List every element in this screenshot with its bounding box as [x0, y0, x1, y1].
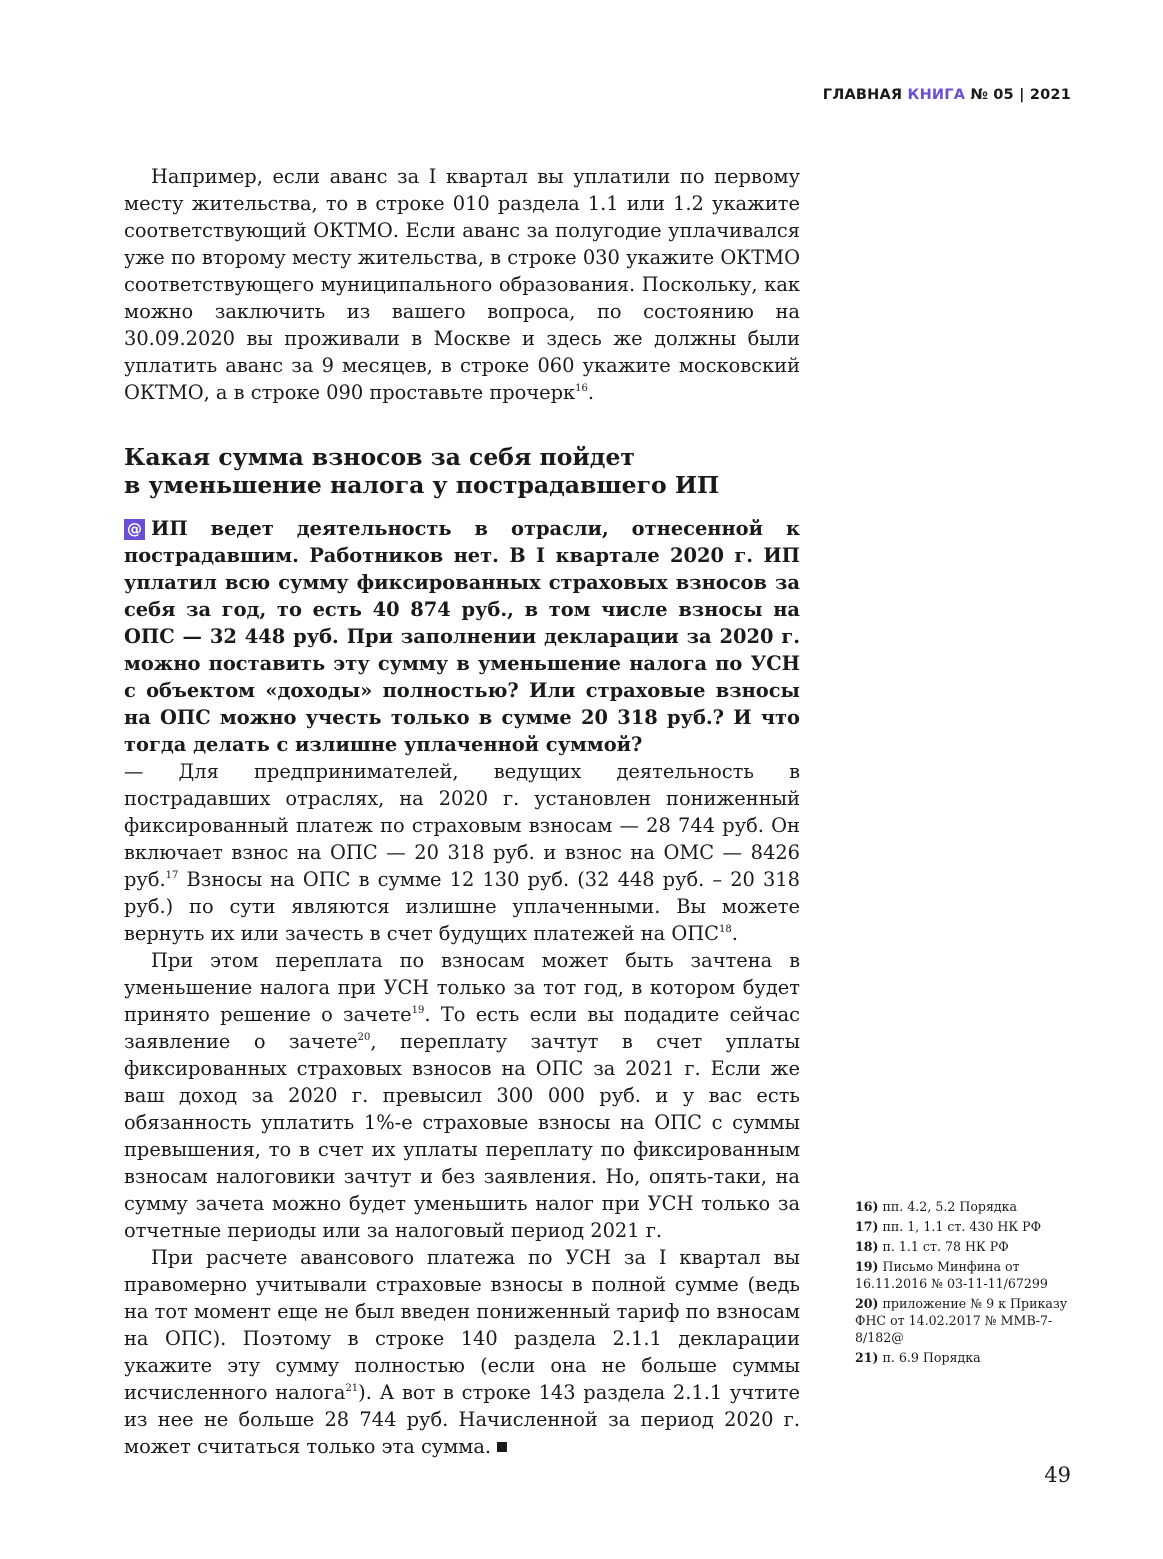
header-title-main: ГЛАВНАЯ: [822, 87, 903, 103]
page-number: 49: [1044, 1463, 1071, 1487]
header-issue: № 05 | 2021: [970, 87, 1071, 103]
qa-block: [124, 515, 800, 1460]
answer-paragraph: — Для предпринимателей, ведущих деятельность в пострадавших отраслях, на 2020 г. установлен пониженный фиксированный платеж по страховым взносам — 28 744 руб. Он включает взнос на ОПС — 20 318 руб. и взнос на ОМС — 8426 руб.$^{17}$ Взносы на ОПС в сумме 12 130 руб. (32 448 руб. – 20 318 руб.) по сути являются излишне уплаченными. Вы можете вернуть их или зачесть в счет будущих платежей на ОПС$^{18}$.: [124, 760, 800, 945]
footnote-ref: 21: [345, 1383, 359, 1394]
footnote-ref: 20: [357, 1032, 371, 1043]
answer-paragraph-2: При этом переплата по взносам может быть зачтена в уменьшение налога при УСН только за тот год, в котором будет принято решение о зачете$^{19}$. То есть если вы подадите сейчас заявление о зачете$^{20}$, переплату зачтут в счет уплаты фиксированных страховых взносов на ОПС за 2021 г. Если же ваш доход за 2020 г. превысил 300 000 руб. и у вас есть обязанность уплатить 1%-е страховые взносы на ОПС с суммы превышения, то в счет их уплаты переплату по фиксированным взносам налоговики зачтут и без заявления. Но, опять-таки, на сумму зачета можно будет уменьшить налог при УСН только за отчетные периоды или за налоговый период 2021 г.: [124, 949, 800, 1242]
intro-paragraph: Например, если аванс за I квартал вы уплатили по первому месту жительства, то в строке 010 раздела 1.1 или 1.2 укажите соответствующий ОКТМО. Если аванс за полугодие уплачивался уже по второму месту жительства, в строке 030 укажите ОКТМО соответствующего муниципального образования. Поскольку, как можно заключить из вашего вопроса, по состоянию на 30.09.2020 вы проживали в Москве и здесь же должны были уплатить аванс за 9 месяцев, в строке 060 укажите московский ОКТМО, а в строке 090 проставьте прочерк$^{16}$.: [124, 165, 800, 404]
footnote-ref: 17: [165, 870, 179, 881]
section-heading: Какая сумма взносов за себя пойдет в уменьшение налога у пострадавшего ИП: [124, 443, 720, 499]
footnote-ref: 18: [718, 924, 732, 935]
footnote-item: 18) п. 1.1 ст. 78 НК РФ: [855, 1239, 1009, 1254]
answer-paragraph-3: При расчете авансового платежа по УСН за I квартал вы правомерно учитывали страховые взносы в полной сумме (ведь на тот момент еще не был введен пониженный тариф по взносам на ОПС). Поэтому в строке 140 раздела 2.1.1 декларации укажите эту сумму полностью (если она не больше суммы исчисленного налога$^{21}$). А вот в строке 143 раздела 2.1.1 учтите из нее не больше 28 744 руб. Начисленной за период 2020 г. может считаться только эта сумма.: [124, 1246, 800, 1458]
end-of-article-mark: [497, 1442, 507, 1452]
footnote-item: 17) пп. 1, 1.1 ст. 430 НК РФ: [855, 1219, 1042, 1234]
footnote-item: 16) пп. 4.2, 5.2 Порядка: [855, 1199, 1018, 1214]
running-header: [823, 87, 1071, 103]
footnote-ref: 19: [411, 1005, 425, 1016]
footnote-item: 19) Письмо Минфина от 16.11.2016 № 03-11-11/67299: [855, 1259, 1048, 1291]
header-title-accent: КНИГА: [907, 87, 966, 103]
footnote-item: 20) приложение № 9 к Приказу ФНС от 14.02.2017 № ММВ-7-8/182@: [855, 1296, 1068, 1345]
footnote-item: 21) п. 6.9 Порядка: [855, 1350, 981, 1365]
at-icon: @: [124, 519, 145, 540]
intro-block: [124, 163, 800, 406]
question-paragraph: @ ИП ведет деятельность в отрасли, отнесенной к пострадавшим. Работников нет. В I квартале 2020 г. ИП уплатил всю сумму фиксированных страховых взносов за себя за год, то есть 40 874 руб., в том числе взносы на ОПС — 32 448 руб. При заполнении декларации за 2020 г. можно поставить эту сумму в уменьшение налога по УСН с объектом «доходы» полностью? Или страховые взносы на ОПС можно учесть только в сумме 20 318 руб.? И что тогда делать с излишне уплаченной суммой?: [124, 517, 800, 756]
footnotes: [855, 1198, 1085, 1369]
footnote-ref: 16: [575, 383, 588, 394]
